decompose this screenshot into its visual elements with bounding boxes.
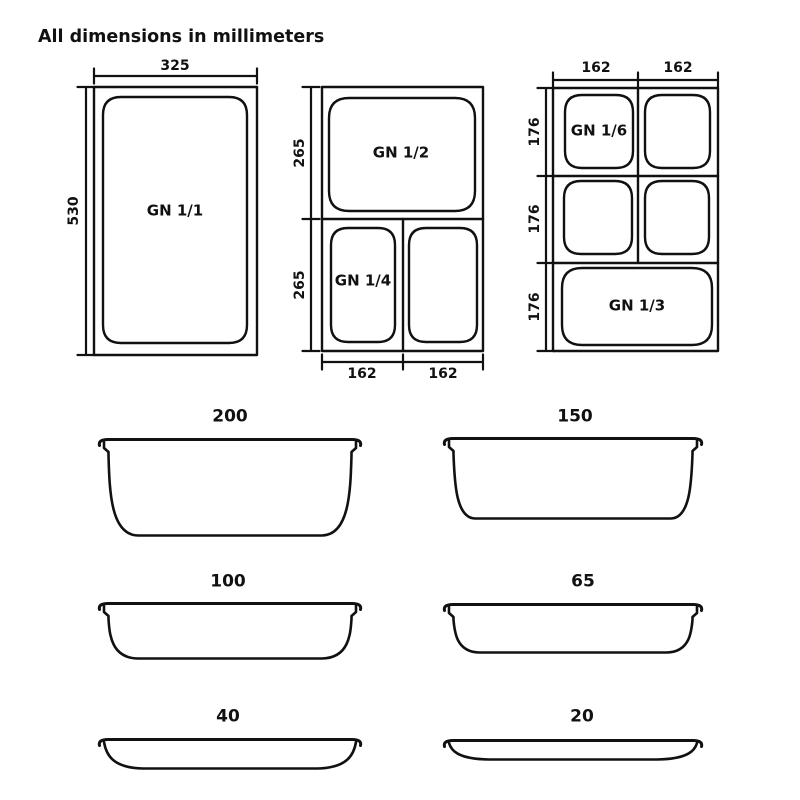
dim-label-162-mid-right: 162 xyxy=(428,366,458,382)
dim-label-530: 530 xyxy=(66,196,82,226)
dim-label-162-right-b: 162 xyxy=(663,60,693,76)
dim-label-325: 325 xyxy=(160,58,190,74)
dim-label-162-right-a: 162 xyxy=(581,60,611,76)
profile-200-body xyxy=(104,442,356,536)
profile-20-body xyxy=(449,743,697,760)
right-pan-sixth-ml xyxy=(564,181,632,254)
page-title: All dimensions in millimeters xyxy=(38,27,325,47)
dim-label-176-b: 176 xyxy=(527,204,543,234)
dim-label-162-mid-left: 162 xyxy=(347,366,377,382)
dim-label-176-c: 176 xyxy=(527,292,543,322)
dim-label-265-top: 265 xyxy=(292,138,308,168)
pan-label-gn-1-6: GN 1/6 xyxy=(570,121,628,140)
depth-label-100: 100 xyxy=(210,571,246,592)
profile-200-rim xyxy=(99,440,360,446)
profile-100-rim xyxy=(99,604,360,610)
profile-150-body xyxy=(449,441,697,519)
depth-label-65: 65 xyxy=(571,571,595,592)
profile-40-body xyxy=(104,742,356,769)
depth-label-20: 20 xyxy=(570,706,594,727)
pan-label-gn-1-1: GN 1/1 xyxy=(146,201,204,220)
dim-label-176-a: 176 xyxy=(527,117,543,147)
gn11-outer xyxy=(94,87,257,355)
profile-65-body xyxy=(449,607,697,653)
profile-20-rim xyxy=(444,741,701,747)
depth-label-200: 200 xyxy=(212,406,248,427)
pan-label-gn-1-3: GN 1/3 xyxy=(608,296,666,315)
profile-150-rim xyxy=(444,439,701,445)
gn11-pan xyxy=(103,97,247,343)
right-dim-widths xyxy=(553,73,718,88)
right-pan-sixth-tr xyxy=(645,95,710,168)
pan-label-gn-1-4: GN 1/4 xyxy=(334,271,392,290)
right-pan-sixth-mr xyxy=(645,181,709,254)
profile-40-rim xyxy=(99,740,360,746)
profile-65-rim xyxy=(444,605,701,611)
pan-label-gn-1-2: GN 1/2 xyxy=(372,143,430,162)
profile-100-body xyxy=(104,606,356,659)
depth-label-150: 150 xyxy=(557,406,593,427)
dim-label-265-bottom: 265 xyxy=(292,270,308,300)
depth-label-40: 40 xyxy=(216,706,240,727)
middle-pan-quarter-r xyxy=(409,228,477,342)
middle-dim-widths xyxy=(322,355,483,370)
middle-dim-heights xyxy=(303,87,320,351)
